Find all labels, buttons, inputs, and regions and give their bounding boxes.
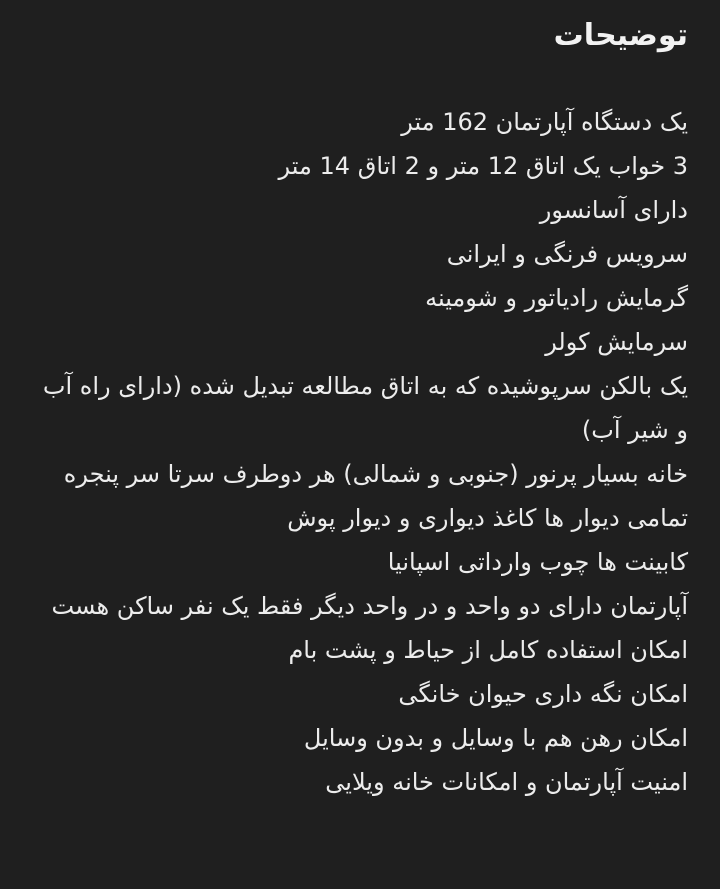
description-line: دارای آسانسور: [539, 196, 688, 224]
description-line: امکان نگه داری حیوان خانگی: [398, 680, 688, 708]
description-line: یک بالکن سرپوشیده که به اتاق مطالعه تبدیل شده (دارای راه آب و شیر آب): [42, 372, 688, 444]
description-line: یک دستگاه آپارتمان 162 متر: [401, 108, 688, 136]
description-line: 3 خواب یک اتاق 12 متر و 2 اتاق 14 متر: [278, 152, 688, 180]
description-line: آپارتمان دارای دو واحد و در واحد دیگر فقط یک نفر ساکن هست: [51, 592, 688, 620]
description-body: [28, 100, 688, 804]
description-line: کابینت ها چوب وارداتی اسپانیا: [387, 548, 688, 576]
description-line: تمامی دیوار ها کاغذ دیواری و دیوار پوش: [287, 504, 688, 532]
description-section: [28, 0, 688, 804]
description-line: امکان رهن هم با وسایل و بدون وسایل: [303, 724, 688, 752]
description-line: خانه بسیار پرنور (جنوبی و شمالی) هر دوطرف سرتا سر پنجره: [63, 460, 688, 488]
description-line: سرمایش کولر: [545, 328, 688, 356]
section-title: توضیحات: [553, 18, 688, 53]
description-line: گرمایش رادیاتور و شومینه: [425, 284, 688, 312]
description-line: امکان استفاده کامل از حیاط و پشت بام: [288, 636, 688, 664]
description-line: امنیت آپارتمان و امکانات خانه ویلایی: [325, 768, 688, 796]
description-line: سرویس فرنگی و ایرانی: [446, 240, 688, 268]
